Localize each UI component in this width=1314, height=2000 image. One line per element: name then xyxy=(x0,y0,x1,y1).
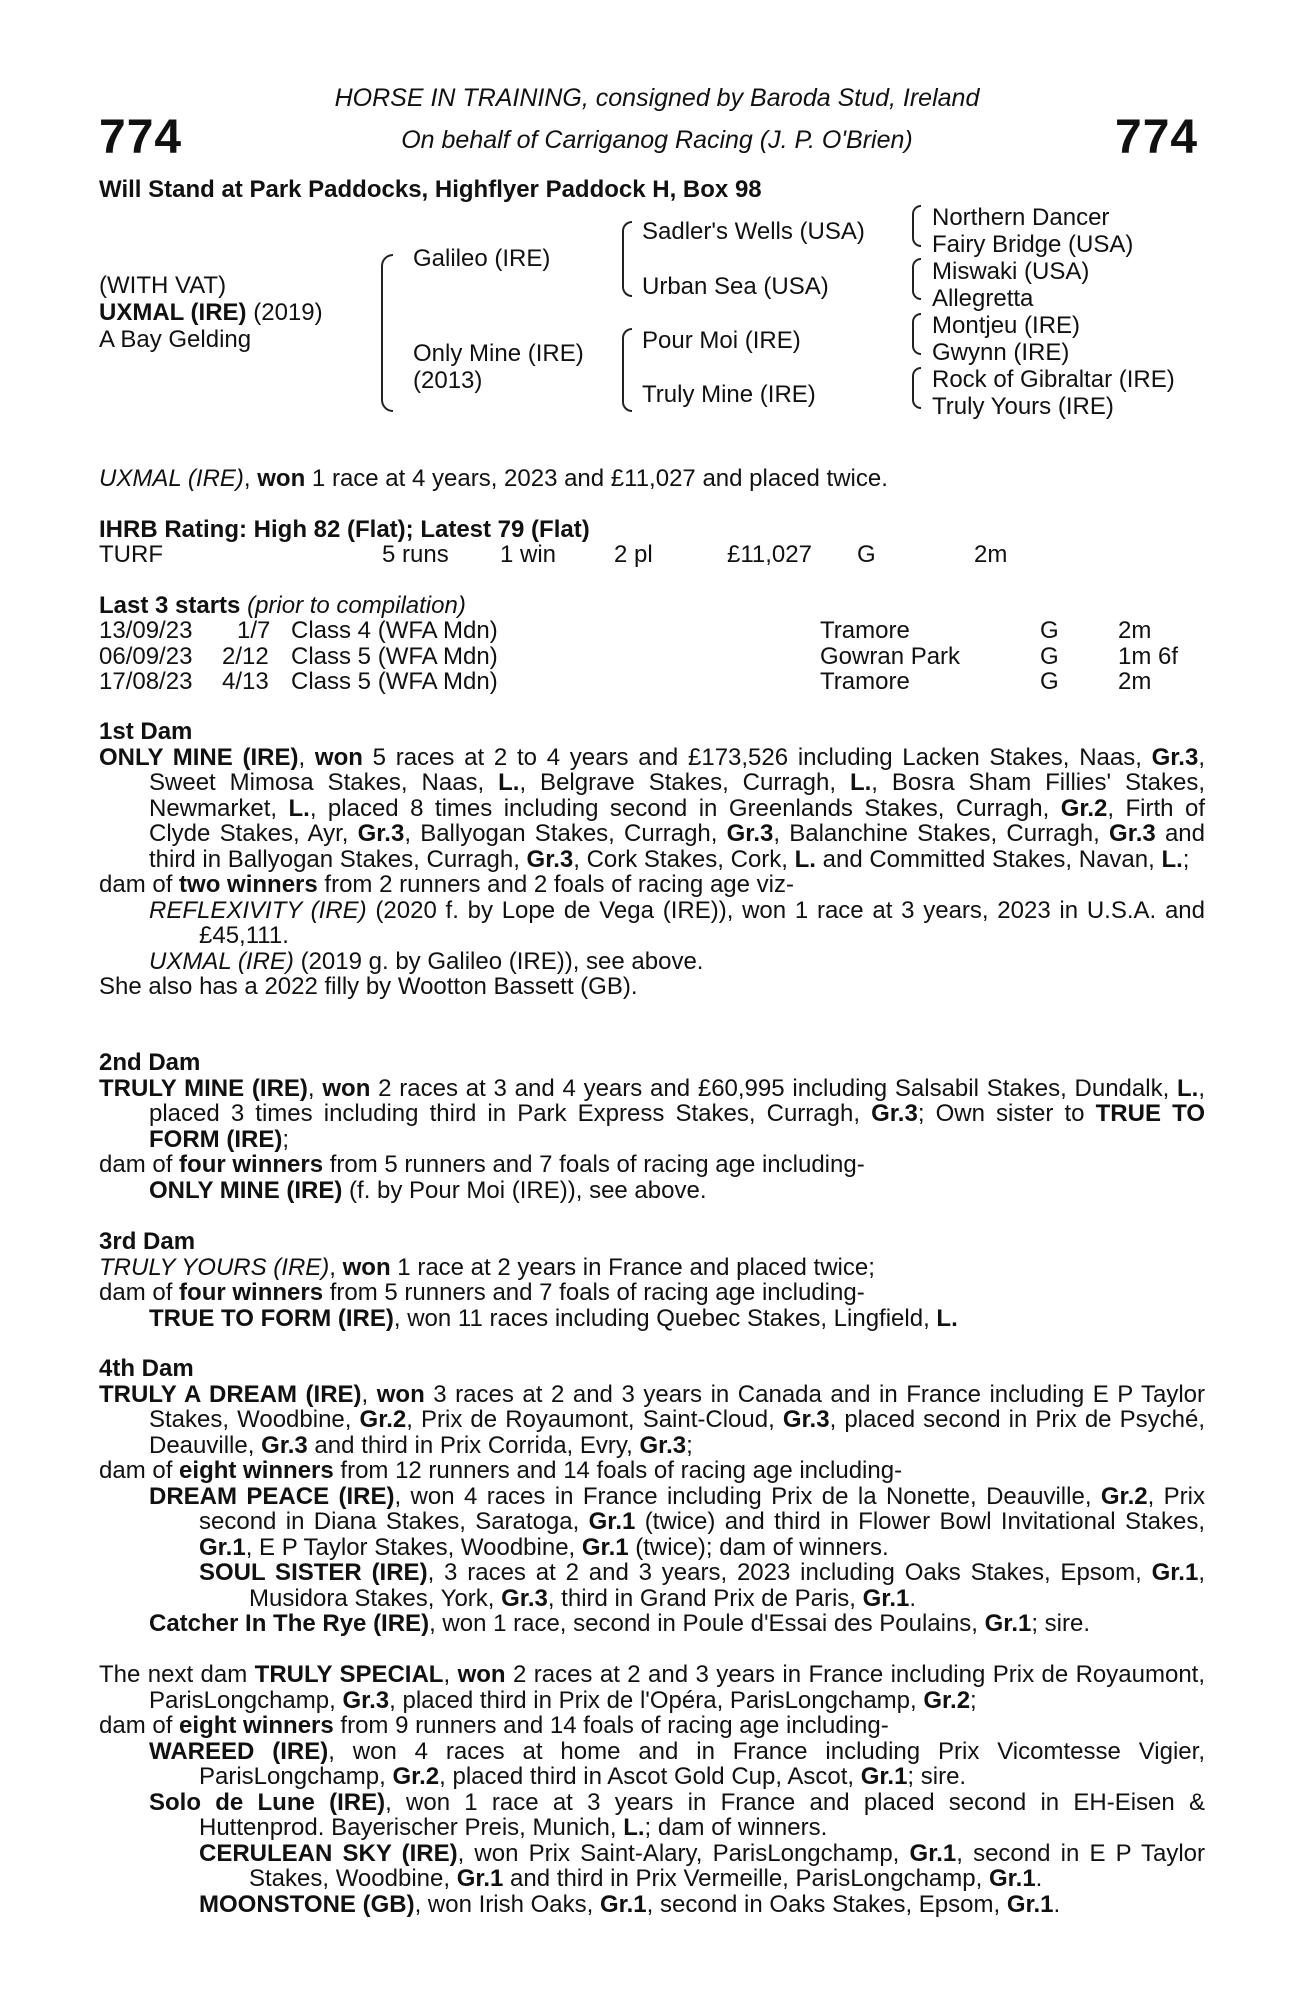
pedigree-brace-sire xyxy=(622,221,632,297)
stand-line: Will Stand at Park Paddocks, Highflyer Paddock H, Box 98 xyxy=(99,176,762,203)
horse-year: (2019) xyxy=(246,299,323,326)
pedigree-ssd: Fairy Bridge (USA) xyxy=(932,231,1134,258)
third-dam-title: 3rd Dam xyxy=(99,1228,196,1255)
pedigree-ss: Sadler's Wells (USA) xyxy=(642,218,865,245)
pedigree-brace-sd xyxy=(912,258,921,300)
fourth-dam-produce: dam of eight winners from 12 runners and 14 foals of racing age including- xyxy=(99,1457,903,1484)
third-dam-section xyxy=(99,1229,1205,1331)
first-dam-title: 1st Dam xyxy=(99,718,193,745)
pedigree-ddd: Truly Yours (IRE) xyxy=(932,393,1114,420)
start-row: 17/08/23 4/13 Class 5 (WFA Mdn) Tramore G 2m xyxy=(99,668,1152,695)
pedigree-dd: Truly Mine (IRE) xyxy=(642,381,816,408)
pedigree-dds: Rock of Gibraltar (IRE) xyxy=(932,366,1175,393)
progeny-item: Catcher In The Rye (IRE), won 1 race, second in Poule d'Essai des Poulains, Gr.1; sire. xyxy=(149,1610,1091,1637)
pedigree-dss: Montjeu (IRE) xyxy=(932,312,1081,339)
horse-name: UXMAL (IRE) xyxy=(99,299,247,326)
lot-number-right: 774 xyxy=(1115,111,1199,164)
first-dam-produce: dam of two winners from 2 runners and 2 foals of racing age viz- xyxy=(99,871,794,898)
starts-title: Last 3 starts (prior to compilation) xyxy=(99,592,466,619)
start-row: 13/09/23 1/7 Class 4 (WFA Mdn) Tramore G 2m xyxy=(99,617,1152,644)
next-dam-section xyxy=(99,1662,1205,1917)
progeny-item: REFLEXIVITY (IRE) (2020 f. by Lope de Vega (IRE)), won 1 race at 3 years, 2023 in U.S.A. and £45,111. xyxy=(149,896,1205,949)
next-dam-record: The next dam TRULY SPECIAL, won 2 races at 2 and 3 years in France including Prix de Royaumont, ParisLongchamp, Gr.3, placed third in Prix de l'Opéra, ParisLongchamp, Gr.2; xyxy=(99,1661,1205,1714)
pedigree-dam: Only Mine (IRE) xyxy=(413,340,584,367)
progeny-item: CERULEAN SKY (IRE), won Prix Saint-Alary, ParisLongchamp, Gr.1, second in E P Taylor Stakes, Woodbine, Gr.1 and third in Prix Vermeille, ParisLongchamp, Gr.1. xyxy=(199,1839,1206,1892)
progeny-item: ONLY MINE (IRE) (f. by Pour Moi (IRE)), see above. xyxy=(149,1176,707,1204)
start-row: 06/09/23 2/12 Class 5 (WFA Mdn) Gowran Park G 1m 6f xyxy=(99,643,1179,670)
progeny-item: SOUL SISTER (IRE), 3 races at 2 and 3 years, 2023 including Oaks Stakes, Epsom, Gr.1, Musidora Stakes, York, Gr.3, third in Grand Prix de Paris, Gr.1. xyxy=(199,1559,1205,1612)
pedigree-dsd: Gwynn (IRE) xyxy=(932,339,1070,366)
next-dam-produce: dam of eight winners from 9 runners and 14 foals of racing age including- xyxy=(99,1712,889,1739)
horse-name-line xyxy=(99,299,323,327)
fourth-dam-title: 4th Dam xyxy=(99,1355,194,1382)
fourth-dam-record: TRULY A DREAM (IRE), won 3 races at 2 and 3 years in Canada and in France including E P Taylor Stakes, Woodbine, Gr.2, Prix de Royaumont, Saint-Cloud, Gr.3, placed second in Prix de Psyché, Deauville, Gr.3 and third in Prix Corrida, Evry, Gr.3; xyxy=(99,1380,1205,1459)
second-dam-section xyxy=(99,1050,1205,1203)
first-dam-note: She also has a 2022 filly by Wootton Bassett (GB). xyxy=(99,973,638,1000)
pedigree-sdd: Allegretta xyxy=(932,285,1034,312)
rating-title: IHRB Rating: High 82 (Flat); Latest 79 (Flat) xyxy=(99,516,590,543)
pedigree-brace-ds xyxy=(912,313,921,355)
race-summary: UXMAL (IRE), won 1 race at 4 years, 2023 and £11,027 and placed twice. xyxy=(99,465,888,492)
rating-row: TURF 5 runs 1 win 2 pl £11,027 G 2m xyxy=(99,541,1008,568)
progeny-item: UXMAL (IRE) (2019 g. by Galileo (IRE)), see above. xyxy=(149,947,704,975)
pedigree-brace-dd xyxy=(912,367,921,409)
second-dam-produce: dam of four winners from 5 runners and 7 foals of racing age including- xyxy=(99,1151,865,1178)
second-dam-record: TRULY MINE (IRE), won 2 races at 3 and 4 years and £60,995 including Salsabil Stakes, Dundalk, L., placed 3 times including third in Park Express Stakes, Curragh, Gr.3; Own sister to TRUE TO FORM (IRE); xyxy=(99,1074,1206,1153)
trainer-line: On behalf of Carriganog Racing (J. P. O'Brien) xyxy=(401,126,913,154)
progeny-item: DREAM PEACE (IRE), won 4 races in France including Prix de la Nonette, Deauville, Gr.2, Prix second in Diana Stakes, Saratoga, Gr.1 (twice) and third in Flower Bowl Invitational Stakes, Gr.1, E P Taylor Stakes, Woodbine, Gr.1 (twice); dam of winners. xyxy=(149,1482,1206,1561)
progeny-item: Solo de Lune (IRE), won 1 race at 3 years in France and placed second in EH-Eisen & Huttenprod. Bayerischer Preis, Munich, L.; dam of winners. xyxy=(149,1788,1206,1841)
pedigree-sds: Miswaki (USA) xyxy=(932,258,1090,285)
progeny-item: TRUE TO FORM (IRE), won 11 races including Quebec Stakes, Lingfield, L. xyxy=(149,1304,958,1332)
progeny-item: WAREED (IRE), won 4 races at home and in France including Prix Vicomtesse Vigier, ParisLongchamp, Gr.2, placed third in Ascot Gold Cup, Ascot, Gr.1; sire. xyxy=(149,1737,1205,1790)
pedigree-sss: Northern Dancer xyxy=(932,204,1110,231)
pedigree-brace-dam xyxy=(622,328,632,412)
progeny-item: MOONSTONE (GB), won Irish Oaks, Gr.1, second in Oaks Stakes, Epsom, Gr.1. xyxy=(199,1890,1061,1918)
pedigree-brace-main xyxy=(381,254,393,412)
horse-description: A Bay Gelding xyxy=(99,326,252,353)
lot-number-left: 774 xyxy=(99,111,183,164)
third-dam-produce: dam of four winners from 5 runners and 7 foals of racing age including- xyxy=(99,1279,865,1306)
third-dam-record: TRULY YOURS (IRE), won 1 race at 2 years in France and placed twice; xyxy=(99,1253,875,1281)
pedigree-dam-year: (2013) xyxy=(413,367,483,394)
second-dam-title: 2nd Dam xyxy=(99,1049,201,1076)
first-dam-record: ONLY MINE (IRE), won 5 races at 2 to 4 years and £173,526 including Lacken Stakes, Naas, Gr.3, Sweet Mimosa Stakes, Naas, L., Belgrave Stakes, Curragh, L., Bosra Sham Fillies' Stakes, Newmarket, L., placed 8 times including second in Greenlands Stakes, Curragh, Gr.2, Firth of Clyde Stakes, Ayr, Gr.3, Ballyogan Stakes, Curragh, Gr.3, Balanchine Stakes, Curragh, Gr.3 and third in Ballyogan Stakes, Curragh, Gr.3, Cork Stakes, Cork, L. and Committed Stakes, Navan, L.; xyxy=(99,743,1205,873)
pedigree-brace-ss xyxy=(912,205,921,247)
pedigree-sd: Urban Sea (USA) xyxy=(642,273,829,300)
pedigree-sire: Galileo (IRE) xyxy=(413,245,551,272)
consignor-line: HORSE IN TRAINING, consigned by Baroda Stud, Ireland xyxy=(334,84,980,112)
pedigree-ds: Pour Moi (IRE) xyxy=(642,327,801,354)
vat-label: (WITH VAT) xyxy=(99,272,227,299)
fourth-dam-section xyxy=(99,1356,1205,1637)
first-dam-section xyxy=(99,719,1205,1000)
